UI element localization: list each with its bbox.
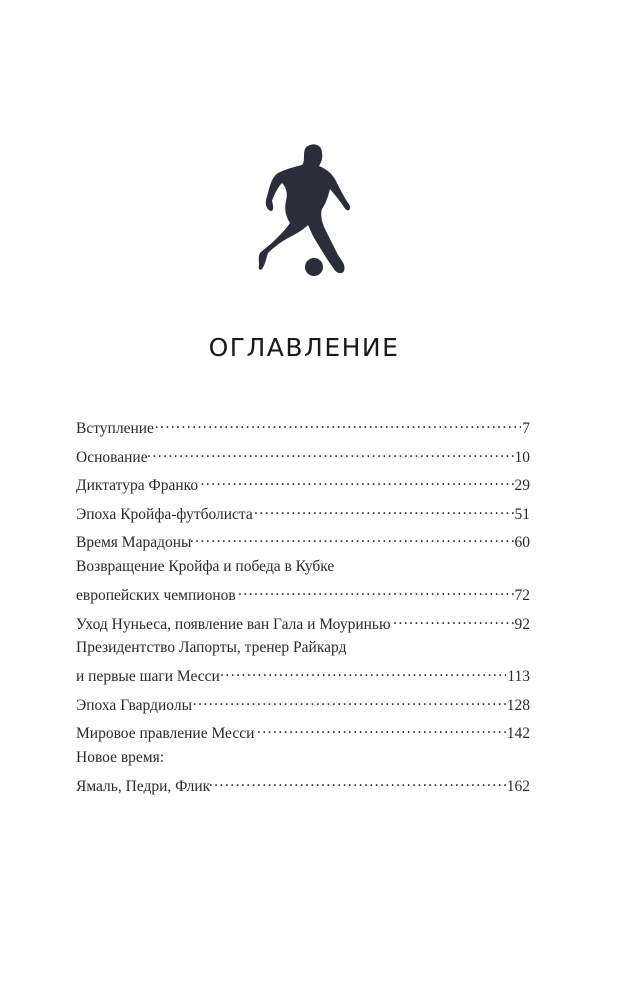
- toc-entry-page: 162: [506, 777, 530, 795]
- toc-entry-title: Вступление: [76, 420, 154, 437]
- toc-entry[interactable]: [76, 414, 530, 437]
- toc-entry[interactable]: [76, 500, 530, 523]
- dot-leader: [220, 662, 506, 681]
- toc-entry-title: Диктатура Франко: [76, 477, 199, 495]
- toc-entry[interactable]: [76, 691, 530, 714]
- toc-entry-page: 60: [514, 534, 530, 552]
- dot-leader: [198, 471, 513, 490]
- toc-entry-page: 72: [514, 586, 530, 604]
- toc-entry-title: Время Марадоны: [76, 534, 192, 552]
- toc-entry-page: 113: [507, 668, 530, 686]
- toc-entry[interactable]: [76, 638, 530, 686]
- dot-leader: [253, 500, 514, 519]
- toc-entry-title: Мировое правление Месси: [76, 725, 255, 743]
- toc-entry-title-line: Возвращение Кройфа и победа в Кубке: [76, 557, 335, 575]
- toc-entry-page: 10: [514, 448, 530, 466]
- toc-entry-title: европейских чемпионов: [76, 586, 236, 604]
- toc-entry-title-line: Новое время:: [76, 748, 165, 766]
- dot-leader: [191, 528, 513, 547]
- toc-entry-page: 7: [522, 420, 530, 437]
- dot-leader: [391, 610, 514, 629]
- toc-entry-title: Эпоха Гвардиолы: [76, 696, 192, 714]
- dot-leader: [148, 443, 514, 462]
- toc-entry[interactable]: [76, 471, 530, 495]
- dot-leader: [210, 772, 506, 791]
- toc-entry[interactable]: [76, 557, 530, 604]
- toc-entry[interactable]: [76, 719, 530, 743]
- toc-entry-title: Основание: [76, 448, 148, 466]
- toc-entry-title: Эпоха Кройфа-футболиста: [76, 505, 253, 523]
- toc-entry-page: 92: [514, 615, 530, 633]
- toc-entry-page: 29: [514, 477, 530, 495]
- page-title: ОГЛАВЛЕНИЕ: [208, 333, 400, 362]
- toc-entry[interactable]: [76, 443, 530, 466]
- dot-leader: [236, 581, 514, 600]
- toc-entry-page: 128: [506, 696, 530, 714]
- dot-leader: [154, 414, 521, 433]
- toc-entry-title: Уход Нуньеса, появление ван Гала и Моуринью: [76, 615, 391, 633]
- dot-leader: [192, 691, 506, 710]
- toc-entry-page: 142: [506, 725, 530, 743]
- toc-entry[interactable]: [76, 528, 530, 552]
- footballer-silhouette-icon: [256, 143, 352, 279]
- toc-entry-title-line: Президентство Лапорты, тренер Райкард: [76, 639, 347, 657]
- table-of-contents: [76, 414, 530, 801]
- dot-leader: [254, 719, 505, 738]
- toc-entry[interactable]: [76, 748, 530, 795]
- toc-entry-title: и первые шаги Месси: [76, 668, 220, 686]
- toc-entry-title: Ямаль, Педри, Флик: [76, 777, 211, 795]
- toc-entry[interactable]: [76, 610, 530, 633]
- toc-entry-page: 51: [514, 505, 530, 523]
